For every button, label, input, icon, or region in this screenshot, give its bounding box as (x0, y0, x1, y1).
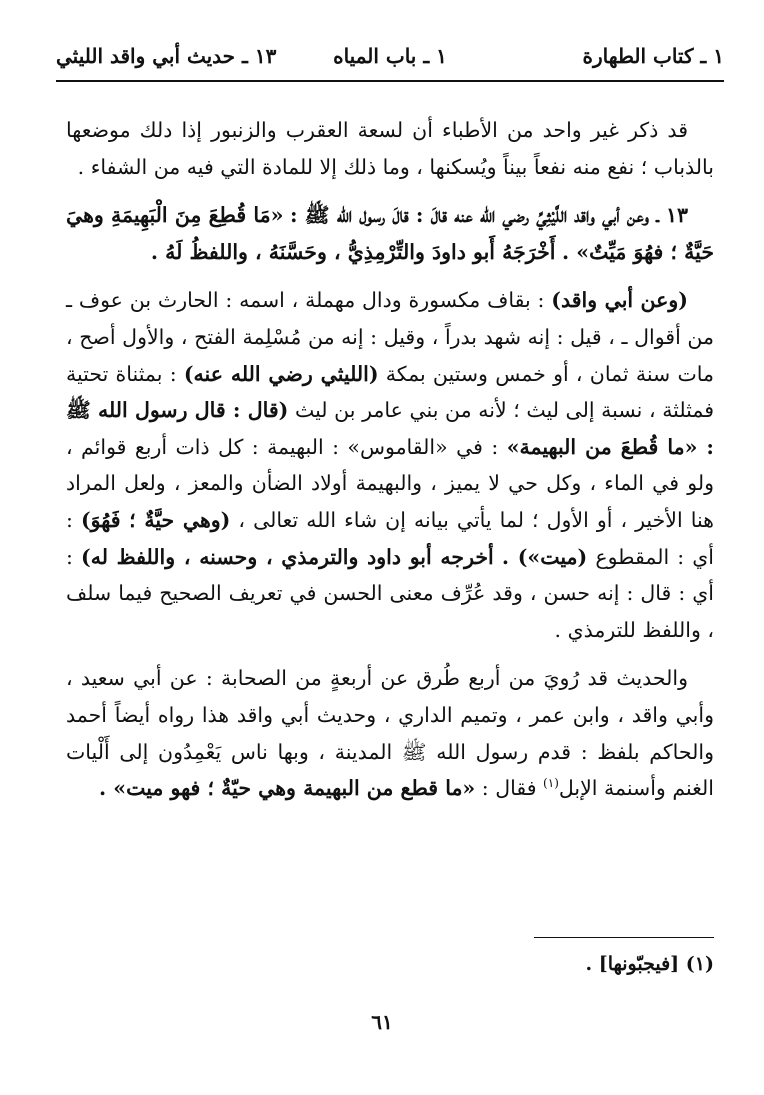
paragraph-commentary (66, 282, 714, 648)
commentary-text-1: : بقاف مكسورة ودال مهملة ، اسمه : الحارث بن عوف ـ من أقوال ـ ، قيل : إنه شهد بدراً ، وقيل : إنه من مُسْلِمة الفتح ، والأول أصح ، مات سنة ثمان ، أو خمس وستين بمكة (66, 288, 714, 386)
hadith-matn: «مَا قُطِعَ مِنَ الْبَهِيمَةِ وهيَ حَيَّةٌ ؛ فهُوَ مَيِّتٌ» . (66, 203, 714, 264)
commentary-lemma-3: (قال : قال رسول الله ﷺ : «ما قُطعَ من البهيمة» (66, 398, 714, 459)
paragraph-intro: قد ذكر غير واحد من الأطباء أن لسعة العقرب والزنبور إذا دلك موضعها بالذباب ؛ نفع منه نفعاً بيناً ويُسكنها ، وما ذلك إلا للمادة التي فيه من الشفاء . (66, 118, 714, 179)
commentary-lemma-4: (وهي حيَّةٌ ؛ فَهُوَ) (80, 507, 231, 532)
footnote-reference[interactable]: (١) (543, 776, 559, 791)
footnote-divider (534, 937, 714, 938)
hadith-lead: ١٣ ـ وعن أبي واقد اللَّيْثِيِّ رضي الله عنه قالَ : قالَ رسول الله ﷺ : (289, 203, 688, 228)
commentary-lemma-6: أخرجه أبو داود والترمذي ، وحسنه ، واللفظ له) (81, 544, 494, 569)
hadith-takhrij: أَخْرَجَهُ أَبو داودَ والتِّرْمِذِيُّ ، وحَسَّنَهُ ، واللفظُ لَهُ . (150, 239, 556, 264)
header-book-title: ١ ـ كتاب الطهارة (582, 44, 724, 68)
paragraph-hadith (66, 197, 714, 270)
commentary-text-4: : أي : المقطوع (66, 507, 714, 569)
commentary-text-2: : بمثناة تحتية فمثلثة ، نسبة إلى ليث ؛ لأنه من بني عامر بن ليث (66, 361, 714, 423)
page-number: ٦١ (371, 1010, 393, 1034)
page-body (66, 112, 714, 807)
footnote: (١) [فيجبّونها] . (585, 953, 714, 975)
routes-quote: «ما قطع من البهيمة وهي حيّةٌ ؛ فهو ميت» . (99, 776, 476, 801)
commentary-text-6: : أي : قال : إنه حسن ، وقد عُرِّف معنى الحسن في تعريف الصحيح فيما سلف ، واللفظ للترمذي . (66, 544, 714, 642)
commentary-lemma-1: (وعن أبي واقد) (551, 288, 688, 313)
commentary-text-3: : في «القاموس» : البهيمة : كل ذات أربع قوائم ، ولو في الماء ، وكل حي لا يميز ، والبهيمة أولاد الضأن والمعز ، ولعل المراد هنا الأخير ، أو الأول ؛ لما يأتي بيانه إن شاء الله تعالى ، (66, 434, 714, 532)
running-header (56, 36, 724, 82)
paragraph-routes (66, 660, 714, 806)
routes-after: فقال : (481, 776, 537, 801)
header-chapter-title: ١ ـ باب المياه (333, 44, 447, 68)
routes-text: والحديث قد رُويَ من أربع طُرق عن أربعةٍ من الصحابة : عن أبي سعيد ، وأبي واقد ، وابن عمر ، وتميم الداري ، وحديث أبي واقد هذا رواه أيضاً أحمد والحاكم بلفظ : قدم رسول الله ﷺ المدينة ، وبها ناس يَعْمِدُون إلى أَلْيات الغنم وأسنمة الإبل (66, 666, 714, 801)
commentary-lemma-2: (الليثي رضي الله عنه) (183, 361, 379, 386)
header-hadith-title: ١٣ ـ حديث أبي واقد الليثي (56, 44, 277, 68)
commentary-lemma-5: (ميت») . (501, 544, 588, 569)
